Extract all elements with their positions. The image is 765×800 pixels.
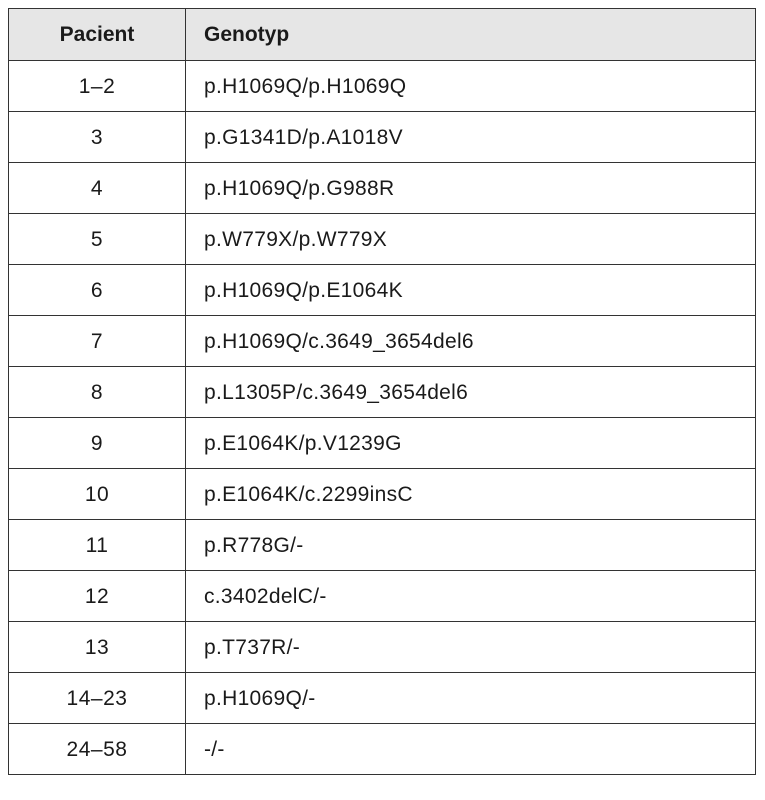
patient-cell: 24–58: [9, 724, 186, 775]
table-row: [9, 418, 756, 469]
genotype-cell: p.E1064K/p.V1239G: [186, 418, 756, 469]
table-row: [9, 724, 756, 775]
genotype-cell: p.H1069Q/c.3649_3654del6: [186, 316, 756, 367]
patient-cell: 3: [9, 112, 186, 163]
genotype-cell: p.H1069Q/p.H1069Q: [186, 61, 756, 112]
patient-cell: 5: [9, 214, 186, 265]
table-row: [9, 367, 756, 418]
patient-cell: 13: [9, 622, 186, 673]
genotype-cell: p.H1069Q/-: [186, 673, 756, 724]
table-body: [9, 61, 756, 775]
patient-cell: 4: [9, 163, 186, 214]
patient-cell: 1–2: [9, 61, 186, 112]
table-row: [9, 265, 756, 316]
genotype-cell: p.G1341D/p.A1018V: [186, 112, 756, 163]
genotype-cell: p.T737R/-: [186, 622, 756, 673]
genotype-table-container: [8, 8, 755, 775]
patient-cell: 14–23: [9, 673, 186, 724]
genotype-cell: p.H1069Q/p.G988R: [186, 163, 756, 214]
table-row: [9, 163, 756, 214]
genotype-cell: p.W779X/p.W779X: [186, 214, 756, 265]
table-row: [9, 469, 756, 520]
genotype-cell: p.H1069Q/p.E1064K: [186, 265, 756, 316]
patient-column-header: Pacient: [9, 9, 186, 61]
patient-cell: 11: [9, 520, 186, 571]
table-row: [9, 673, 756, 724]
table-row: [9, 622, 756, 673]
genotype-cell: p.L1305P/c.3649_3654del6: [186, 367, 756, 418]
patient-cell: 7: [9, 316, 186, 367]
patient-cell: 10: [9, 469, 186, 520]
patient-cell: 12: [9, 571, 186, 622]
table-row: [9, 61, 756, 112]
table-row: [9, 112, 756, 163]
patient-cell: 8: [9, 367, 186, 418]
genotype-column-header: Genotyp: [186, 9, 756, 61]
table-row: [9, 214, 756, 265]
table-row: [9, 520, 756, 571]
genotype-table: [8, 8, 756, 775]
genotype-cell: -/-: [186, 724, 756, 775]
patient-cell: 9: [9, 418, 186, 469]
table-row: [9, 316, 756, 367]
header-row: [9, 9, 756, 61]
patient-cell: 6: [9, 265, 186, 316]
table-header: [9, 9, 756, 61]
genotype-cell: p.R778G/-: [186, 520, 756, 571]
genotype-cell: c.3402delC/-: [186, 571, 756, 622]
genotype-cell: p.E1064K/c.2299insC: [186, 469, 756, 520]
table-row: [9, 571, 756, 622]
